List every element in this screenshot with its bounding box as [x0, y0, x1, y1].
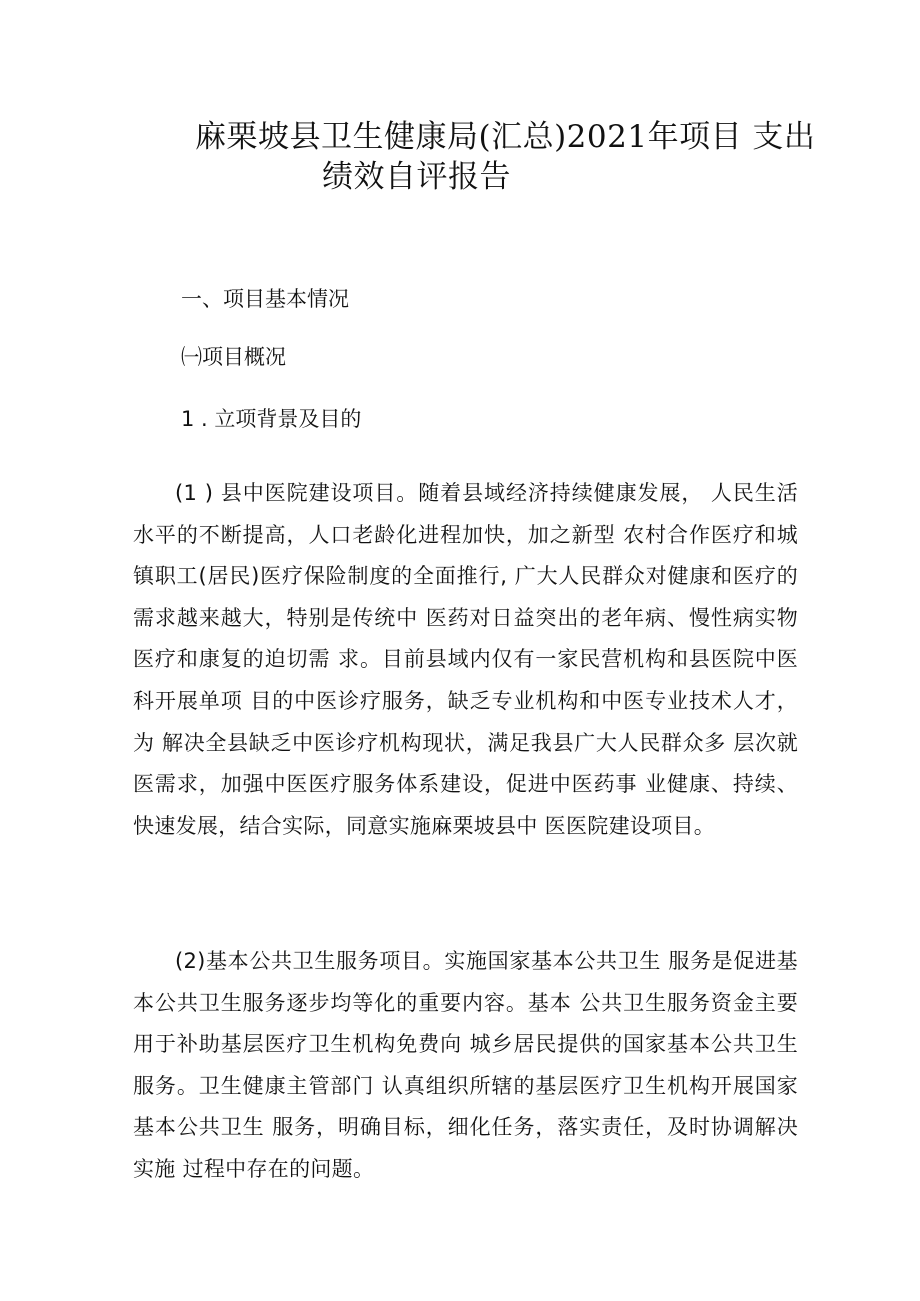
- document-title-line-2: 绩效自评报告: [322, 159, 511, 195]
- document-title-line-1: 麻栗坡县卫生健康局(汇总)2021年项目 支出: [195, 119, 816, 155]
- item-heading-background: 1 . 立项背景及目的: [181, 407, 362, 431]
- paragraph-tcm-hospital-project: (1 ) 县中医院建设项目。随着县域经济持续健康发展， 人民生活水平的不断提高，人口老龄化进程加快，加之新型 农村合作医疗和城镇职工(居民)医疗保险制度的全面推行, 广大人民群众对健康和医疗的需求越来越大，特别是传统中 医药对日益突出的老年病、慢性病实物医疗和康复的迫切需 求。目前县域内仅有一家民营机构和县医院中医科开展单项 目的中医诊疗服务，缺乏专业机构和中医专业技术人才，为 解决全县缺乏中医诊疗机构现状，满足我县广大人民群众多 层次就医需求，加强中医医疗服务体系建设，促进中医药事 业健康、持续、快速发展，结合实际，同意实施麻栗坡县中 医医院建设项目。: [133, 481, 798, 838]
- paragraph-public-health-project: (2)基本公共卫生服务项目。实施国家基本公共卫生 服务是促进基本公共卫生服务逐步均等化的重要内容。基本 公共卫生服务资金主要用于补助基层医疗卫生机构免费向 城乡居民提供的国家基本公共卫生服务。卫生健康主管部门 认真组织所辖的基层医疗卫生机构开展国家基本公共卫生 服务，明确目标，细化任务，落实责任，及时协调解决实施 过程中存在的问题。: [133, 949, 798, 1181]
- subsection-heading-overview: ㈠项目概况: [181, 345, 286, 369]
- section-heading-basic-info: 一、项目基本情况: [181, 287, 349, 311]
